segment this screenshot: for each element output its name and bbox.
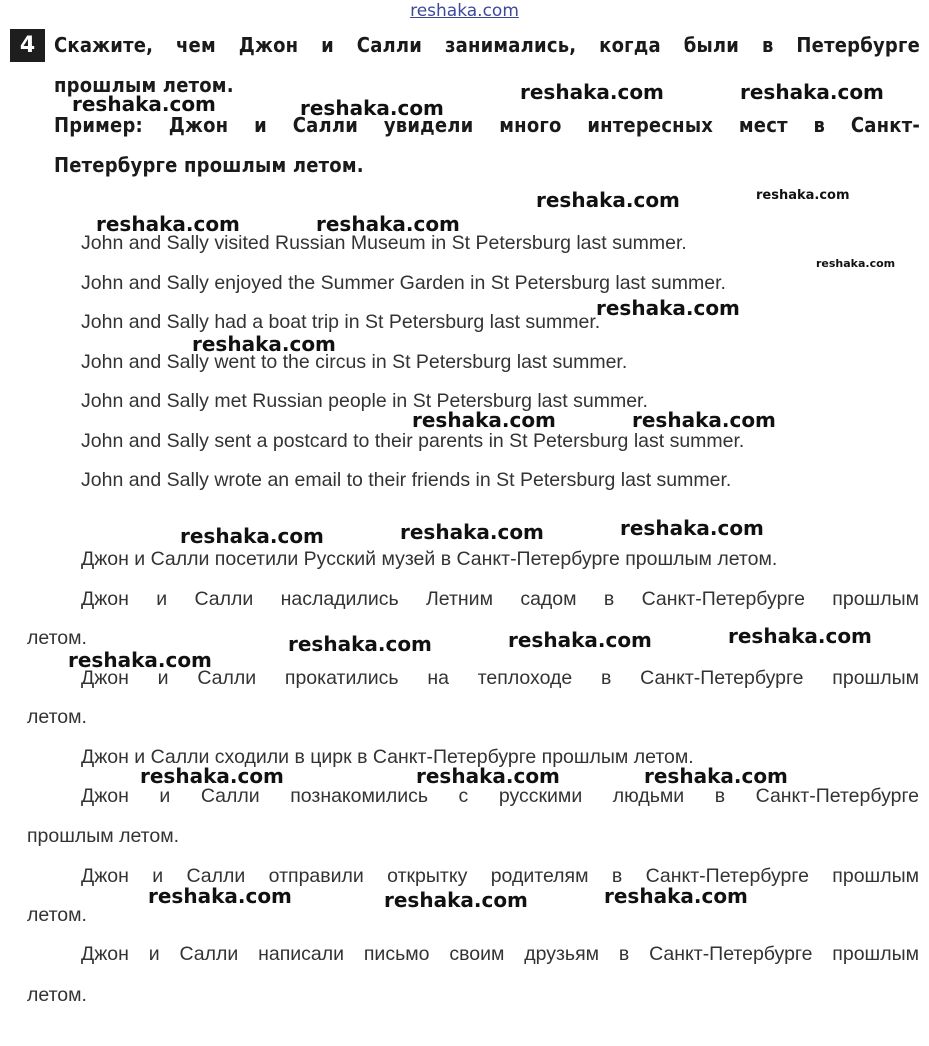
watermark: reshaka.com xyxy=(192,332,336,356)
watermark: reshaka.com xyxy=(148,884,292,908)
russian-sentence-continuation: прошлым летом. xyxy=(27,825,180,847)
watermark-top-link: reshaka.com xyxy=(410,1,519,21)
watermark: reshaka.com xyxy=(288,632,432,656)
russian-sentence: Джон и Салли прокатились на теплоходе в Санкт-Петербурге прошлым xyxy=(81,667,919,689)
english-sentence: John and Sally had a boat trip in St Petersburg last summer. xyxy=(81,311,601,333)
watermark: reshaka.com xyxy=(316,212,460,236)
watermark: reshaka.com xyxy=(72,92,216,116)
russian-sentence-continuation: летом. xyxy=(27,904,87,926)
russian-sentence: Джон и Салли написали письмо своим друзьям в Санкт-Петербурге прошлым xyxy=(81,943,919,965)
task-number-badge: 4 xyxy=(10,29,45,62)
english-sentence: John and Sally met Russian people in St Petersburg last summer. xyxy=(81,390,648,412)
watermark: reshaka.com xyxy=(536,188,680,212)
russian-sentence: Джон и Салли насладились Летним садом в Санкт-Петербурге прошлым xyxy=(81,588,919,610)
example-line-2: Петербурге прошлым летом. xyxy=(54,153,364,177)
watermark: reshaka.com xyxy=(384,888,528,912)
russian-sentence: Джон и Салли отправили открытку родителям в Санкт-Петербурге прошлым xyxy=(81,865,919,887)
watermark: reshaka.com xyxy=(620,516,764,540)
watermark: reshaka.com xyxy=(416,764,560,788)
watermark: reshaka.com xyxy=(644,764,788,788)
instruction-line-1: Скажите, чем Джон и Салли занимались, когда были в Петербурге xyxy=(54,33,920,57)
russian-sentence: Джон и Салли познакомились с русскими людьми в Санкт-Петербурге xyxy=(81,785,919,807)
russian-sentence-continuation: летом. xyxy=(27,984,87,1006)
russian-sentence: Джон и Салли посетили Русский музей в Санкт-Петербурге прошлым летом. xyxy=(81,548,778,570)
watermark: reshaka.com xyxy=(508,628,652,652)
watermark: reshaka.com xyxy=(756,188,850,203)
watermark: reshaka.com xyxy=(596,296,740,320)
watermark: reshaka.com xyxy=(300,96,444,120)
russian-sentence: Джон и Салли сходили в цирк в Санкт-Петербурге прошлым летом. xyxy=(81,746,694,768)
watermark: reshaka.com xyxy=(632,408,776,432)
english-sentence: John and Sally sent a postcard to their parents in St Petersburg last summer. xyxy=(81,430,745,452)
watermark: reshaka.com xyxy=(412,408,556,432)
watermark: reshaka.com xyxy=(816,257,896,270)
watermark: reshaka.com xyxy=(96,212,240,236)
watermark: reshaka.com xyxy=(604,884,748,908)
watermark: reshaka.com xyxy=(728,624,872,648)
watermark: reshaka.com xyxy=(180,524,324,548)
russian-sentence-continuation: летом. xyxy=(27,706,87,728)
watermark: reshaka.com xyxy=(740,80,884,104)
watermark: reshaka.com xyxy=(140,764,284,788)
english-sentence: John and Sally visited Russian Museum in St Petersburg last summer. xyxy=(81,232,687,254)
watermark: reshaka.com xyxy=(68,648,212,672)
example-line-1: Пример: Джон и Салли увидели много интересных мест в Санкт- xyxy=(54,113,920,137)
instruction-line-2: прошлым летом. xyxy=(54,73,234,97)
watermark: reshaka.com xyxy=(520,80,664,104)
russian-sentence-continuation: летом. xyxy=(27,627,87,649)
english-sentence: John and Sally enjoyed the Summer Garden in St Petersburg last summer. xyxy=(81,272,726,294)
english-sentence: John and Sally wrote an email to their friends in St Petersburg last summer. xyxy=(81,469,732,491)
watermark: reshaka.com xyxy=(400,520,544,544)
english-sentence: John and Sally went to the circus in St Petersburg last summer. xyxy=(81,351,628,373)
